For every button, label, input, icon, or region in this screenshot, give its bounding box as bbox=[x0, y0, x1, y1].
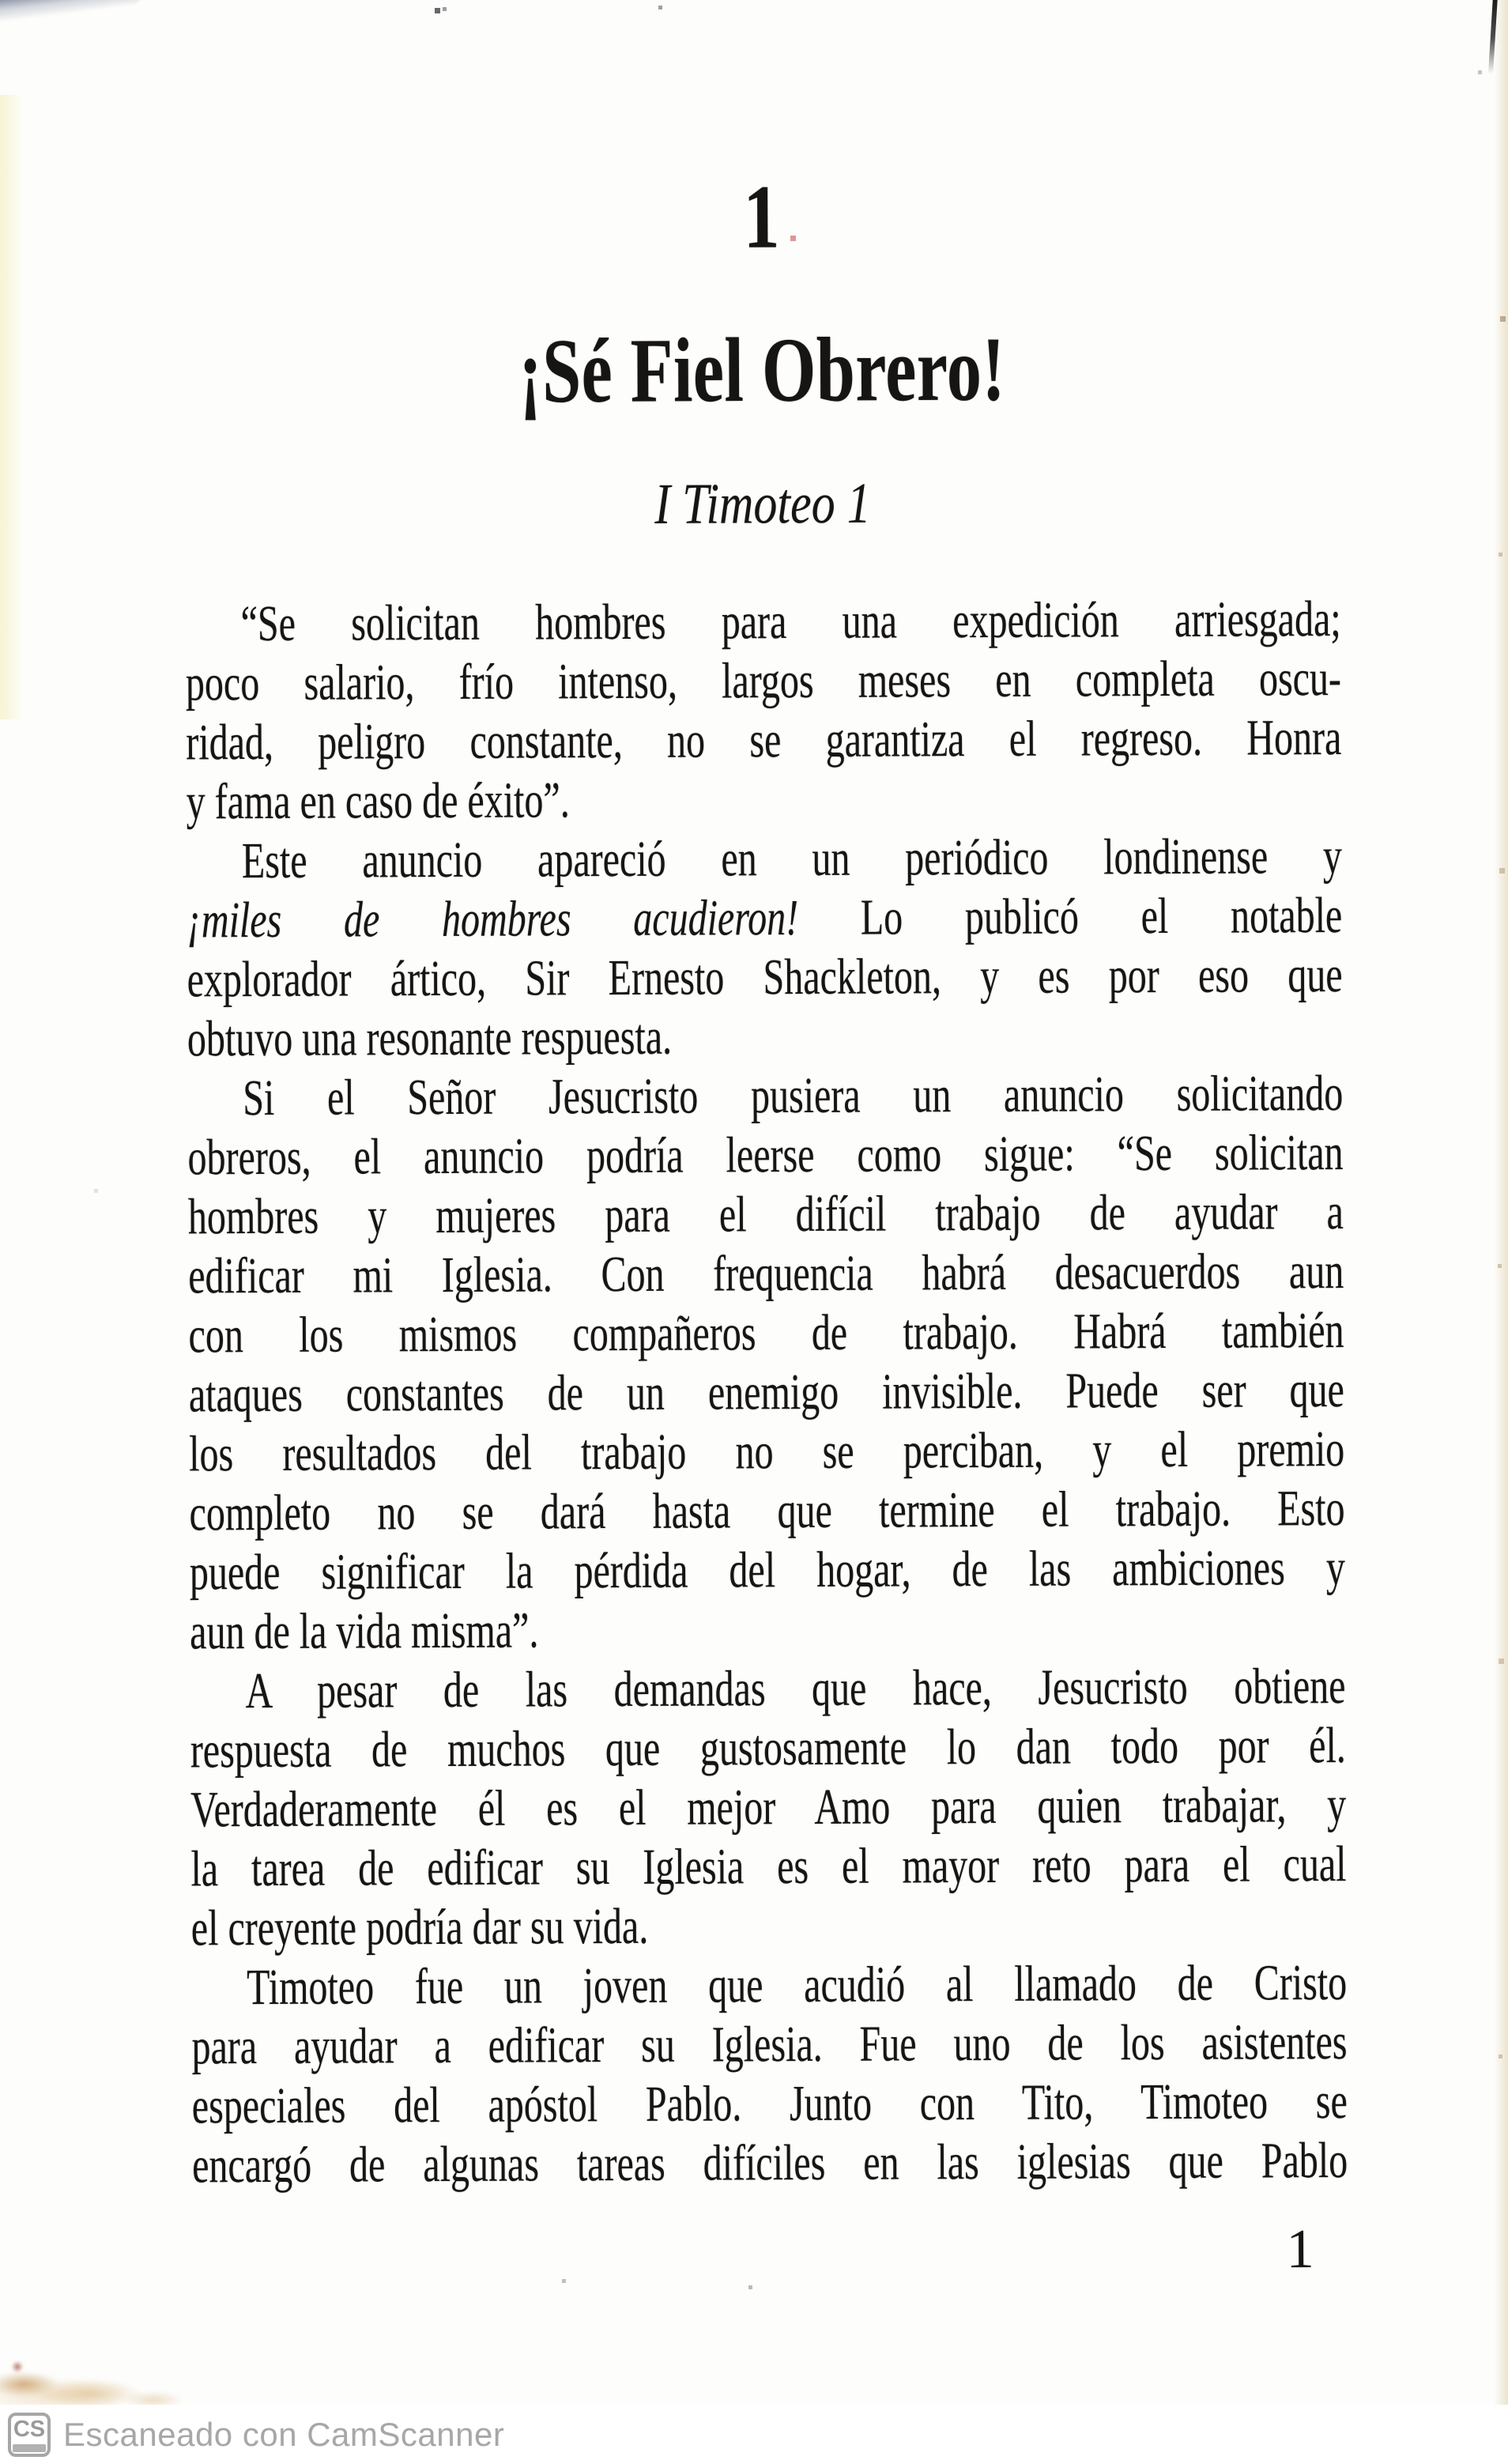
chapter-title: ¡Sé Fiel Obrero! bbox=[518, 319, 1006, 423]
body-run: “Se solicitan hombres para una expedición arriesgada; bbox=[240, 591, 1341, 652]
camscanner-logo-text: CS bbox=[13, 2416, 46, 2442]
body-run: la tarea de edificar su Iglesia es el mayor reto para el cual bbox=[190, 1836, 1347, 1898]
body-run: para ayudar a edificar su Iglesia. Fue uno de los asistentes bbox=[191, 2013, 1348, 2076]
body-run: encargó de algunas tareas difíciles en las iglesias que Pablo bbox=[191, 2132, 1348, 2194]
scan-right-edge bbox=[1494, 0, 1508, 2405]
paragraph bbox=[190, 1657, 1347, 1958]
body-run: el creyente podría dar su vida. bbox=[190, 1898, 649, 1957]
body-run: poco salario, frío intenso, largos meses en completa oscu- bbox=[185, 650, 1342, 712]
scripture-reference: I Timoteo 1 bbox=[654, 471, 871, 536]
body-run-italic: ¡miles de hombres acudieron! bbox=[187, 889, 799, 949]
body-run: A pesar de las demandas que hace, Jesucristo obtiene bbox=[245, 1658, 1346, 1719]
body-text bbox=[185, 590, 1348, 2195]
body-run: Este anuncio apareció en un periódico londinense y bbox=[241, 828, 1343, 889]
body-run: Si el Señor Jesucristo pusiera un anuncio solicitando bbox=[243, 1065, 1344, 1126]
page-number: 1 bbox=[1286, 2218, 1314, 2281]
body-run: especiales del apóstol Pablo. Junto con Tito, Timoteo se bbox=[191, 2073, 1348, 2135]
body-run: obreros, el anuncio podría leerse como sigue: “Se solicitan bbox=[187, 1124, 1344, 1187]
body-run: ridad, peligro constante, no se garantiza el regreso. Honra bbox=[186, 709, 1342, 772]
scan-specks bbox=[0, 0, 2, 2]
body-run: completo no se dará hasta que termine el trabajo. Esto bbox=[189, 1480, 1345, 1542]
body-run: obtuvo una resonante respuesta. bbox=[187, 1009, 673, 1068]
camscanner-logo-icon bbox=[8, 2413, 51, 2457]
paragraph bbox=[187, 827, 1343, 1069]
body-run: puede significar la pérdida del hogar, de las ambiciones y bbox=[189, 1539, 1346, 1602]
body-run: explorador ártico, Sir Ernesto Shackleton, y es por eso que bbox=[187, 946, 1343, 1009]
body-run: los resultados del trabajo no se perciban, y el premio bbox=[189, 1421, 1345, 1483]
body-run: aun de la vida misma”. bbox=[190, 1602, 539, 1661]
body-run: y fama en caso de éxito”. bbox=[186, 772, 570, 831]
scan-left-tint bbox=[0, 95, 24, 719]
body-run: ataques constantes de un enemigo invisible. Puede ser que bbox=[188, 1361, 1345, 1424]
camscanner-watermark-text: Escaneado con CamScanner bbox=[63, 2415, 505, 2453]
chapter-number: 1 bbox=[743, 166, 780, 267]
body-run: Timoteo fue un joven que acudió al llamado de Cristo bbox=[247, 1954, 1348, 2016]
camscanner-logo-bar bbox=[13, 2444, 46, 2452]
body-run: Lo publicó el notable bbox=[797, 887, 1343, 946]
paragraph bbox=[185, 590, 1341, 832]
camscanner-watermark bbox=[0, 2405, 1508, 2464]
body-run: con los mismos compañeros de trabajo. Habrá también bbox=[188, 1302, 1344, 1364]
body-run: hombres y mujeres para el difícil trabajo de ayudar a bbox=[187, 1183, 1344, 1246]
body-line bbox=[192, 2121, 1348, 2206]
body-run: edificar mi Iglesia. Con frequencia habrá desacuerdos aun bbox=[188, 1243, 1344, 1305]
body-run: respuesta de muchos que gustosamente lo dan todo por él. bbox=[190, 1717, 1346, 1779]
paragraph bbox=[187, 1064, 1345, 1662]
body-run: Verdaderamente él es el mejor Amo para quien trabajar, y bbox=[190, 1776, 1347, 1839]
paragraph bbox=[191, 1953, 1348, 2195]
